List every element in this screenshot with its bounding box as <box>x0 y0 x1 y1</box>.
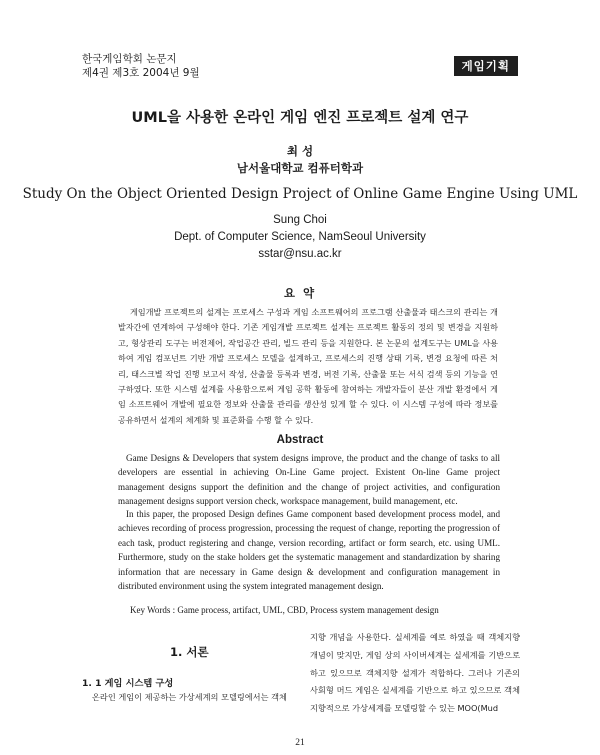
summary-text: 게임개발 프로젝트의 설계는 프로세스 구성과 게임 소프트웨어의 프로그램 산출물과 태스크의 관리는 개발자간에 연계하여 구성해야 한다. 기존 게임개발 프로젝트 설계는 프로젝트 활동의 정의 및 변경을 지원하고, 형상관리 도구는 버전제어, 작업공간 관리, 빌드 관리 등을 지원한다. 본 논문의 설계도구는 UML을 사용하여 게임 컴포넌트 기반 개발 프로세스 모델을 설계하고, 프로세스의 진행 상태 기록, 변경 요청에 따른 처리, 태스크별 작업 진행 보고서 작성, 산출물 등록과 변경, 버전 기록, 산출물 또는 서식 검색 등의 기능을 연구하였다. 또한 시스템 설계를 사용함으로써 게임 공학 활동에 참여하는 개발자들이 분산 개발 환경에서 게임 소프트웨어 개발에 필요한 정보와 산출물 관리를 생산성 있게 할 수 있다. 이 시스템 구성에 따라 정보를 공유하면서 설계의 체계화 및 표준화를 수행 할 수 있다. <box>118 307 498 425</box>
abstract-heading: Abstract <box>276 434 324 446</box>
keywords: Key Words : Game process, artifact, UML, CBD, Process system management design <box>130 605 439 615</box>
abstract-paragraph-2: In this paper, the proposed Design defines Game component based development process model, and achieves recording of process progression, processing the request of change, reporting the progression of each task, product registering and change, version recording, artifact or form search, etc. using UML. Furthermore, study on the stake holders get the systematic management and standardization by sharing information that are necessary in Game design & development and configuration management in distributed environment using the system integrated management design. <box>118 509 500 592</box>
section-heading-introduction: 1. 서론 <box>170 645 209 659</box>
title-korean: UML을 사용한 온라인 게임 엔진 프로젝트 설계 연구 <box>131 110 469 126</box>
body-text-right-column: 지향 개념을 사용한다. 실세계를 예로 하였을 때 객체지향 개념이 맞지만, 게임 상의 사이버세계는 실세계를 기반으로 하고 있으므로 객체지향 설계가 적합하다. 그러나 기존의 사회형 머드 게임은 실세계를 기반으로 하고 있으므로 객체 지향적으로 가상세계를 모델링할 수 있는 MOO(Mud <box>310 632 520 714</box>
author-korean: 최 성 <box>286 144 314 158</box>
subsection-heading-game-system: 1. 1 게임 시스템 구성 <box>82 678 174 689</box>
summary-heading: 요 약 <box>283 286 317 300</box>
journal-name: 한국게임학회 논문지 <box>82 53 177 65</box>
author-english: Sung Choi <box>273 214 327 226</box>
journal-issue: 제4권 제3호 2004년 9월 <box>82 67 200 79</box>
abstract-paragraph-1: Game Designs & Developers that system designs improve, the product and the change of tasks to all developers are essential in achieving On-Line Game project. Existent On-line Game project management designs support the definition and the change of project activities, and configuration management designs support version check, workspace management, build management, etc. <box>118 453 500 507</box>
author-email: sstar@nsu.ac.kr <box>258 248 342 260</box>
journal-info <box>82 52 200 80</box>
body-text-left-column: 온라인 게임이 제공하는 가상세계의 모델링에서는 객체 <box>92 692 287 702</box>
title-english: Study On the Object Oriented Design Project of Online Game Engine Using UML <box>22 186 578 202</box>
affiliation-english: Dept. of Computer Science, NamSeoul University <box>174 231 426 243</box>
category-badge: 게임기획 <box>454 56 518 76</box>
page-number: 21 <box>295 738 305 748</box>
affiliation-korean: 남서울대학교 컴퓨터학과 <box>236 161 364 175</box>
